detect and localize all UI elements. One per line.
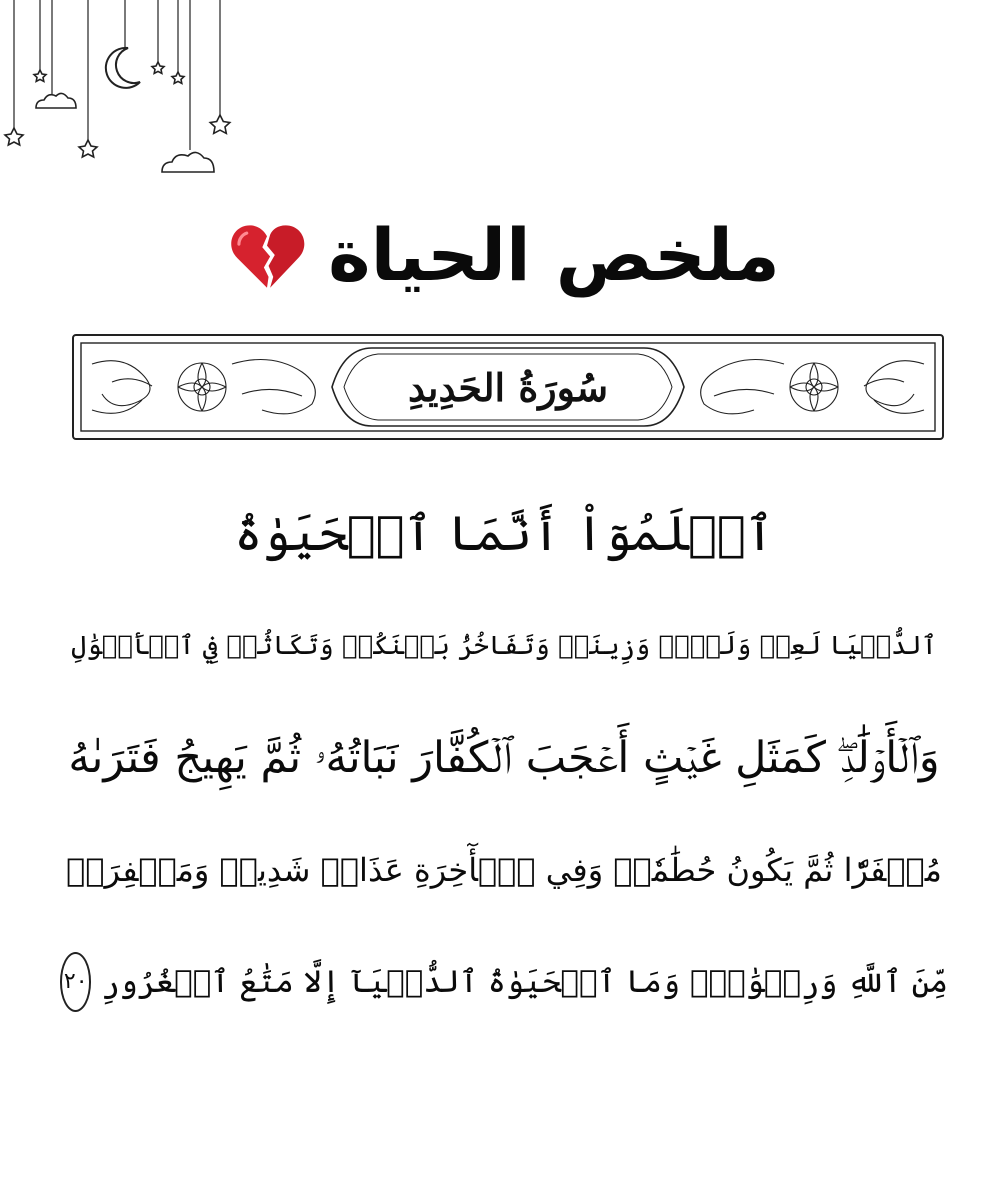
verse-line-1: ٱعۡلَمُوٓاْ أَنَّمَا ٱلۡحَيَوٰةُ bbox=[234, 506, 774, 562]
quran-verse bbox=[60, 478, 948, 1038]
verse-line-4: مُصۡفَرّٗا ثُمَّ يَكُونُ حُطَٰمٗاۖ وَفِي ٱلۡأٓخِرَةِ عَذَابٞ شَدِيدٞ وَمَغۡفِرَةٞ bbox=[66, 851, 942, 889]
hanging-decoration bbox=[0, 0, 300, 200]
page-header bbox=[0, 205, 1008, 305]
page-title: ملخص الحياة bbox=[328, 213, 780, 297]
verse-line-5: مِّنَ ٱللَّهِ وَرِضۡوَٰنٞۚ وَمَا ٱلۡحَيَوٰةُ ٱلدُّنۡيَآ إِلَّا مَتَٰعُ ٱلۡغُرُورِ bbox=[101, 964, 948, 1000]
ayah-number-marker: ٢٠ bbox=[60, 952, 91, 1012]
broken-heart-icon bbox=[228, 216, 306, 294]
surah-banner bbox=[72, 334, 944, 440]
verse-line-3: وَٱلۡأَوۡلَٰدِۖ كَمَثَلِ غَيۡثٍ أَعۡجَبَ ٱلۡكُفَّارَ نَبَاتُهُۥ ثُمَّ يَهِيجُ فَتَرَىٰهُ bbox=[68, 733, 940, 783]
moon-icon bbox=[106, 48, 140, 88]
surah-name: سُورَةُ الحَدِيدِ bbox=[407, 364, 609, 410]
star-icon bbox=[5, 62, 230, 157]
verse-line-2: ٱلدُّنۡيَا لَعِبٞ وَلَهۡوٞ وَزِينَةٞ وَتَفَاخُرُۢ بَيۡنَكُمۡ وَتَكَاثُرٞ فِي ٱلۡأَمۡوَٰلِ bbox=[71, 631, 937, 661]
cloud-icon bbox=[36, 93, 214, 172]
verse-line-5-wrap bbox=[60, 926, 948, 1038]
